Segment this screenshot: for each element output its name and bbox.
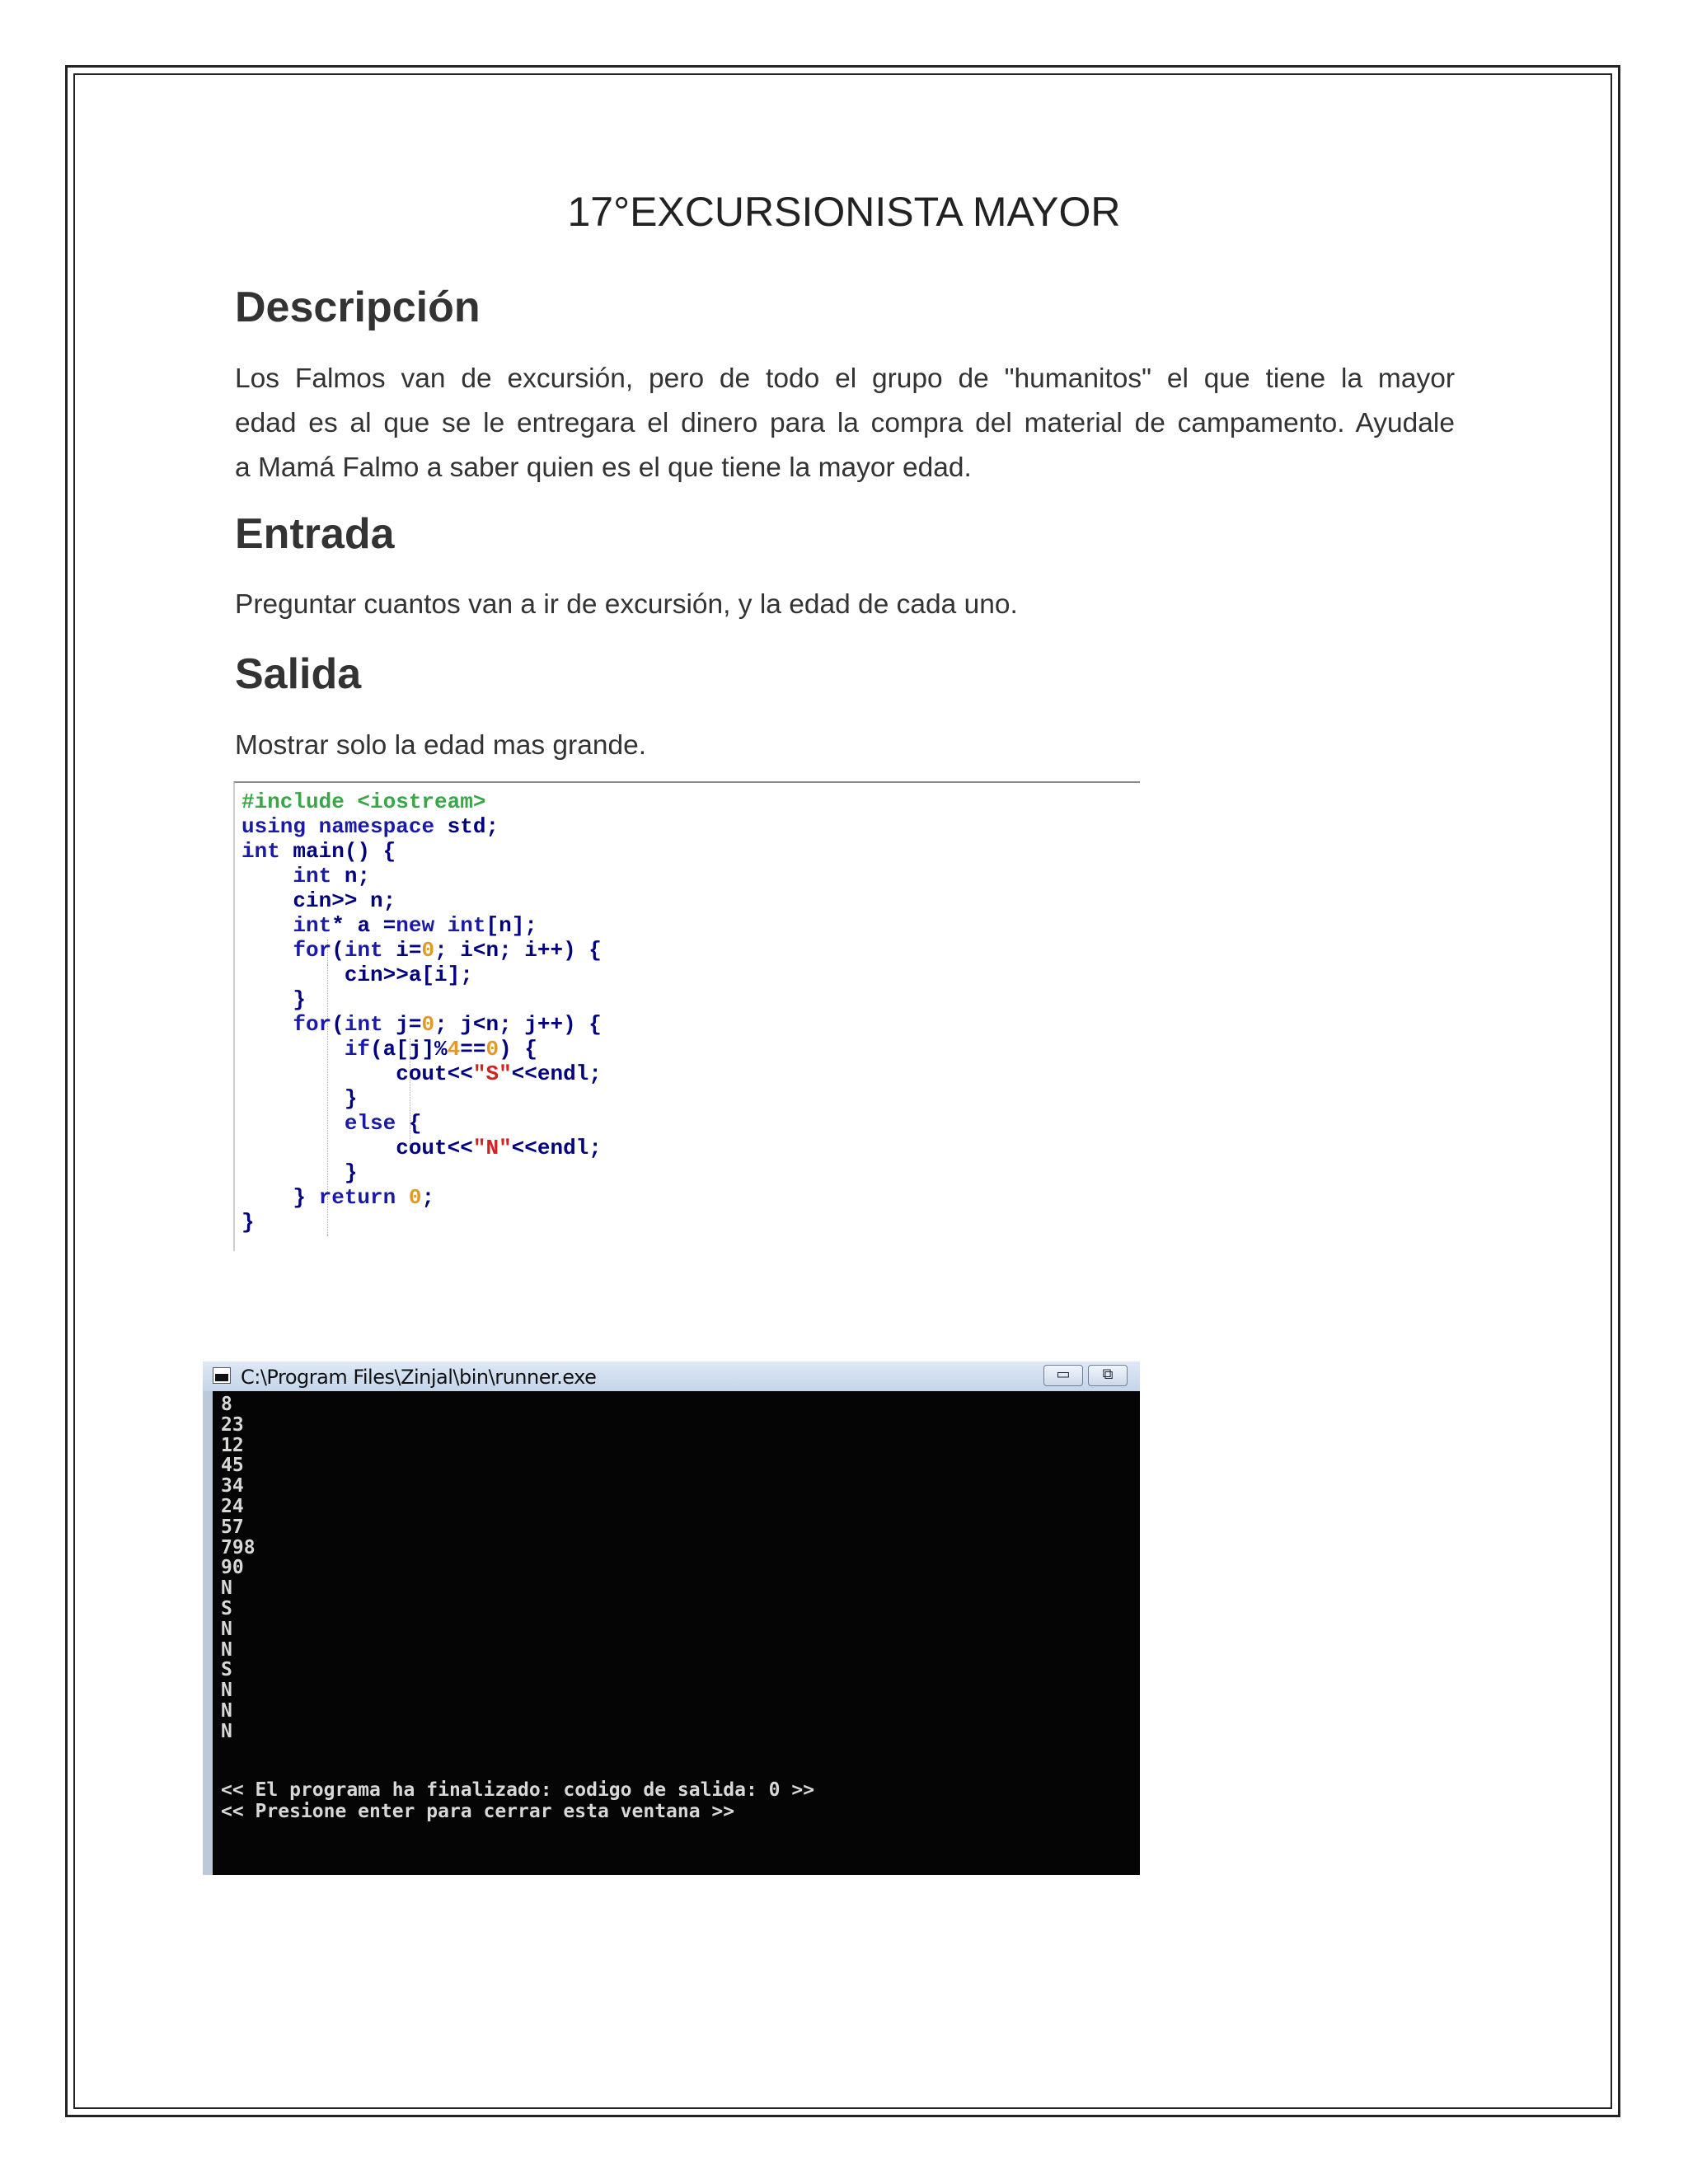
paragraph-line: Preguntar cuantos van a ir de excursión, y la edad de cada uno. <box>235 589 1018 620</box>
console-line: 57 <box>221 1516 244 1538</box>
code-line: } <box>241 1086 358 1111</box>
paragraph-line: Los Falmos van de excursión, pero de todo el grupo de "humanitos" el que tiene la mayor <box>235 363 1455 394</box>
console-line: 23 <box>221 1413 244 1436</box>
paragraph-descripcion <box>235 357 1455 490</box>
code-line: } <box>241 1210 255 1235</box>
code-line: int n; <box>293 864 371 888</box>
code-line: else { <box>344 1111 422 1136</box>
heading-entrada: Entrada <box>235 510 395 558</box>
code-line: if(a[j]%4==0) { <box>344 1037 537 1062</box>
console-window[interactable] <box>203 1361 1140 1875</box>
code-line: cin>>a[i]; <box>241 963 473 987</box>
heading-salida: Salida <box>235 650 362 698</box>
console-line: 12 <box>221 1434 244 1456</box>
console-line: S <box>221 1598 232 1619</box>
console-line: N <box>221 1700 232 1722</box>
console-line: 90 <box>221 1557 244 1579</box>
paragraph-salida <box>235 724 1455 768</box>
code-line: for(int i=0; i<n; i++) { <box>293 938 602 963</box>
paragraph-line: a Mamá Falmo a saber quien es el que tiene la mayor edad. <box>235 452 972 483</box>
paragraph-line: edad es al que se le entregara el dinero para la compra del material de campamento. Ayudale <box>235 408 1455 438</box>
code-line: } <box>241 1160 358 1185</box>
code-screenshot <box>233 781 1140 1251</box>
console-line: 798 <box>221 1536 256 1558</box>
console-line: 45 <box>221 1455 244 1477</box>
console-line: N <box>221 1638 232 1661</box>
code-line: cout<<"S"<<endl; <box>241 1062 602 1086</box>
console-title: C:\Program Files\Zinjal\bin\runner.exe <box>241 1366 597 1389</box>
code-line: } <box>241 987 307 1012</box>
code-line: cout<<"N"<<endl; <box>241 1136 602 1160</box>
code-line: for(int j=0; j<n; j++) { <box>293 1012 602 1037</box>
code-line: using namespace std; <box>241 814 499 839</box>
console-line: N <box>221 1618 232 1640</box>
console-app-icon[interactable] <box>213 1367 231 1384</box>
console-titlebar[interactable] <box>203 1361 1140 1392</box>
code-line: int main() { <box>241 839 396 864</box>
code-line: cin>> n; <box>241 888 396 913</box>
console-footer-line: << El programa ha finalizado: codigo de salida: 0 >> <box>221 1779 815 1801</box>
minimize-button[interactable]: ▭ <box>1043 1365 1083 1386</box>
restore-button[interactable]: ⧉ <box>1088 1365 1128 1386</box>
paragraph-entrada <box>235 583 1455 627</box>
page-title: 17°EXCURSIONISTA MAYOR <box>567 189 1121 235</box>
paragraph-line: Mostrar solo la edad mas grande. <box>235 730 647 761</box>
heading-descripcion: Descripción <box>235 284 481 331</box>
console-line: S <box>221 1659 232 1681</box>
console-line: N <box>221 1720 232 1742</box>
code-line: #include <iostream> <box>241 790 486 814</box>
console-output[interactable] <box>203 1391 1140 1875</box>
console-line: 8 <box>221 1394 232 1415</box>
code-line: int* a =new int[n]; <box>293 913 537 938</box>
console-footer-line: << Presione enter para cerrar esta ventana >> <box>221 1801 735 1822</box>
console-line: N <box>221 1577 232 1600</box>
console-line: 34 <box>221 1475 244 1497</box>
code-line: } return 0; <box>241 1185 435 1210</box>
console-line: N <box>221 1680 232 1702</box>
console-line: 24 <box>221 1496 244 1517</box>
